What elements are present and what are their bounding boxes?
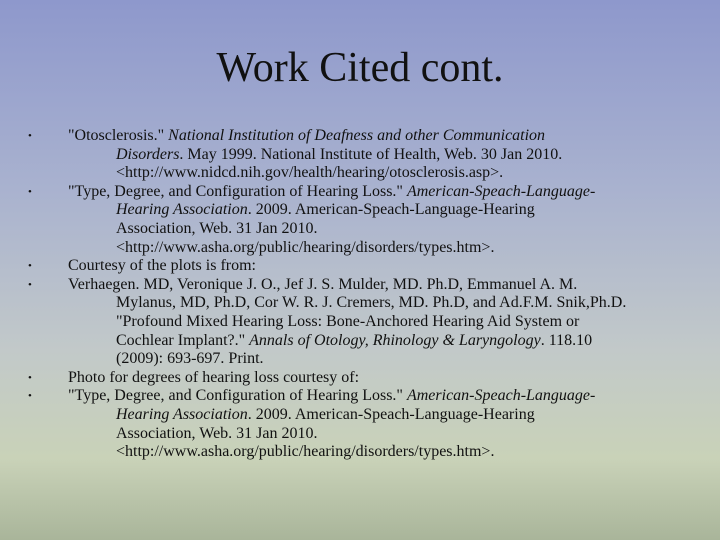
reference-italic-text: National Institution of Deafness and other Communication — [168, 127, 546, 144]
reference-line — [68, 220, 698, 239]
reference-item — [28, 369, 698, 388]
reference-line — [68, 276, 698, 295]
reference-text: Mylanus, MD, Ph.D, Cor W. R. J. Cremers, MD. Ph.D, and Ad.F.M. Snik,Ph.D. — [116, 294, 627, 312]
reference-line — [68, 443, 698, 462]
reference-line — [68, 294, 698, 313]
reference-line — [68, 201, 698, 220]
reference-line — [68, 239, 698, 258]
reference-text: <http://www.asha.org/public/hearing/disorders/types.htm>. — [116, 238, 495, 256]
reference-line — [68, 164, 698, 183]
reference-text: Verhaegen. MD, Veronique J. O., Jef J. S. Mulder, MD. Ph.D, Emmanuel A. M. — [68, 275, 578, 293]
slide-title: Work Cited cont. — [216, 45, 504, 91]
reference-item — [28, 127, 698, 183]
bullet-marker: • — [28, 278, 32, 291]
reference-italic-text: American-Speach-Language- — [406, 387, 596, 405]
reference-line — [68, 369, 698, 388]
reference-line — [68, 313, 698, 332]
reference-italic-text: Disorders — [116, 145, 180, 163]
reference-text: . May 1999. National Institute of Health, Web. 30 Jan 2010. — [179, 145, 563, 163]
reference-text: (2009): 693-697. Print. — [116, 350, 264, 368]
reference-line — [68, 127, 698, 146]
reference-item — [28, 257, 698, 276]
references-list — [28, 127, 698, 462]
reference-text: "Type, Degree, and Configuration of Hearing Loss." — [68, 387, 407, 405]
reference-italic-text: Hearing Association — [116, 405, 248, 423]
reference-text: <http://www.nidcd.nih.gov/health/hearing/otosclerosis.asp>. — [116, 164, 504, 182]
reference-text: . 2009. American-Speach-Language-Hearing — [247, 405, 535, 423]
reference-italic-text: American-Speach-Language- — [406, 182, 596, 200]
reference-text: Courtesy of the plots is from: — [68, 257, 256, 275]
reference-line — [68, 183, 698, 202]
reference-text: . 2009. American-Speach-Language-Hearing — [247, 201, 535, 219]
bullet-marker: • — [28, 371, 32, 384]
reference-text: Association, Web. 31 Jan 2010. — [116, 219, 318, 237]
reference-item — [28, 387, 698, 461]
reference-text: <http://www.asha.org/public/hearing/disorders/types.htm>. — [116, 443, 495, 461]
reference-line — [68, 406, 698, 425]
reference-item — [28, 276, 698, 369]
reference-italic-text: Annals of Otology, Rhinology & Laryngology — [249, 331, 541, 349]
bullet-marker: • — [28, 185, 32, 198]
reference-text: Cochlear Implant?." — [116, 331, 250, 349]
reference-line — [68, 425, 698, 444]
bullet-marker: • — [28, 390, 32, 403]
reference-italic-text: Hearing Association — [116, 201, 248, 219]
reference-text: "Type, Degree, and Configuration of Hearing Loss." — [68, 182, 407, 200]
reference-text: Photo for degrees of hearing loss courtesy of: — [68, 368, 360, 386]
reference-line — [68, 146, 698, 165]
reference-text: Association, Web. 31 Jan 2010. — [116, 424, 318, 442]
reference-text: "Profound Mixed Hearing Loss: Bone-Anchored Hearing Aid System or — [116, 312, 580, 330]
reference-line — [68, 350, 698, 369]
reference-line — [68, 387, 698, 406]
reference-text: "Otosclerosis." — [68, 127, 169, 144]
reference-line — [68, 257, 698, 276]
reference-line — [68, 332, 698, 351]
reference-text: . 118.10 — [540, 331, 593, 349]
bullet-marker: • — [28, 130, 32, 142]
reference-item — [28, 183, 698, 257]
bullet-marker: • — [28, 260, 32, 273]
